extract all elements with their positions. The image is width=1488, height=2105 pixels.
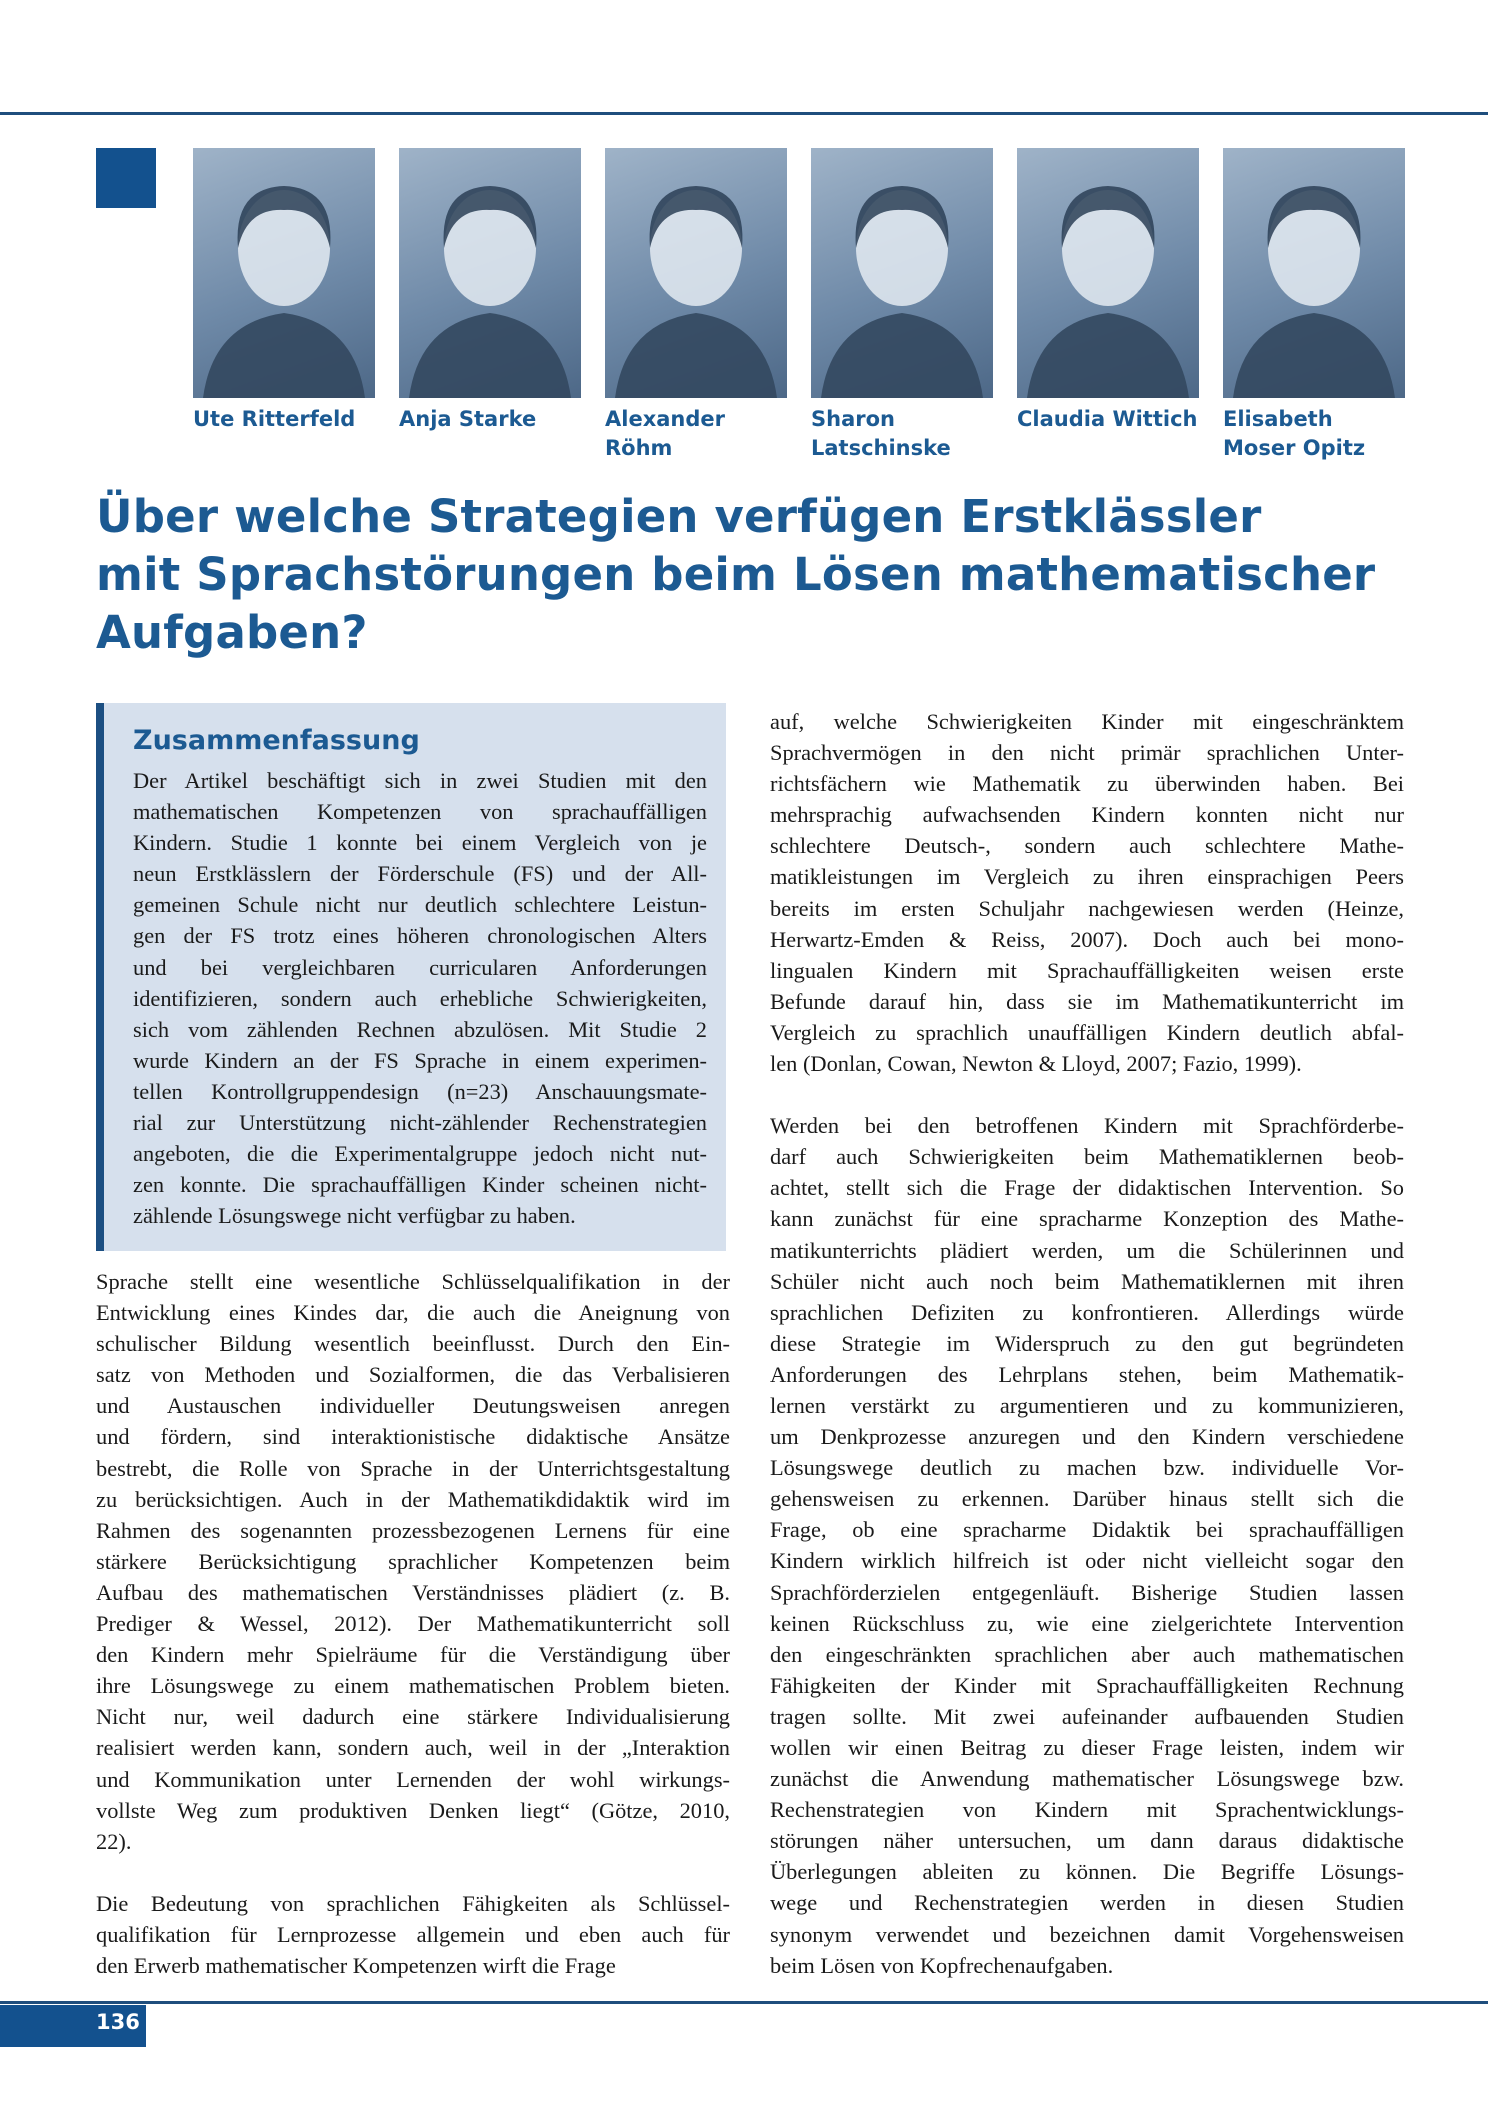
- text-line: um Denkprozesse anzuregen und den Kindern verschiedene: [770, 1424, 1404, 1450]
- text-line: Sprachförderzielen entgegenläuft. Bisherige Studien lassen: [770, 1579, 1404, 1605]
- text-line: Schüler nicht auch noch beim Mathematiklernen mit ihren: [770, 1268, 1404, 1294]
- text-line: Fähigkeiten der Kinder mit Sprachauffälligkeiten Rechnung: [770, 1672, 1404, 1698]
- text-line: qualifikation für Lernprozesse allgemein und eben auch für: [96, 1921, 730, 1947]
- author-name: [605, 405, 795, 463]
- text-line: wege und Rechenstrategien werden in diesen Studien: [770, 1890, 1404, 1916]
- text-line: und Austauschen individueller Deutungsweisen anregen: [96, 1393, 730, 1419]
- text-line: gen der FS trotz eines höheren chronologischen Alters: [133, 923, 707, 949]
- author-name-line: Claudia Wittich: [1017, 407, 1198, 431]
- text-line: Nicht nur, weil dadurch eine stärkere Individualisierung: [96, 1704, 730, 1730]
- corner-square: [96, 148, 156, 208]
- bottom-rule: [0, 2001, 1488, 2004]
- author-name: [1223, 405, 1413, 463]
- text-line: Entwicklung eines Kindes dar, die auch die Aneignung von: [96, 1300, 730, 1326]
- person-silhouette-icon: [605, 148, 787, 398]
- text-line: Sprachvermögen in den nicht primär sprachlichen Unter-: [770, 740, 1404, 766]
- text-line: rial zur Unterstützung nicht-zählender Rechenstrategien: [133, 1110, 707, 1136]
- text-line: schulischer Bildung wesentlich beeinflusst. Durch den Ein-: [96, 1331, 730, 1357]
- text-line: Herwartz-Emden & Reiss, 2007). Doch auch bei mono-: [770, 926, 1404, 952]
- text-line: richtsfächern wie Mathematik zu überwinden haben. Bei: [770, 771, 1404, 797]
- left-column: [96, 1266, 730, 1981]
- text-line: Befunde darauf hin, dass sie im Mathematikunterricht im: [770, 988, 1404, 1014]
- text-line: matikleistungen im Vergleich zu ihren einsprachigen Peers: [770, 864, 1404, 890]
- person-silhouette-icon: [1017, 148, 1199, 398]
- abstract-accent-bar: [96, 703, 104, 1251]
- text-line: darf auch Schwierigkeiten beim Mathematiklernen beob-: [770, 1144, 1404, 1170]
- page-number: 136: [96, 2010, 140, 2034]
- person-silhouette-icon: [193, 148, 375, 398]
- text-line: zählende Lösungswege nicht verfügbar zu haben.: [133, 1203, 576, 1229]
- top-rule: [0, 112, 1488, 115]
- text-line: neun Erstklässlern der Förderschule (FS) und der All-: [133, 861, 707, 887]
- author-name-line: Elisabeth: [1223, 407, 1333, 431]
- text-line: realisiert werden kann, sondern auch, weil in der „Interaktion: [96, 1735, 730, 1761]
- text-line: zu berücksichtigen. Auch in der Mathematikdidaktik wird im: [96, 1486, 730, 1512]
- text-line: zen konnte. Die sprachauffälligen Kinder scheinen nicht-: [133, 1172, 707, 1198]
- text-line: und Kommunikation unter Lernenden der wohl wirkungs-: [96, 1766, 730, 1792]
- text-line: Überlegungen ableiten zu können. Die Begriffe Lösungs-: [770, 1859, 1404, 1885]
- text-line: Vergleich zu sprachlich unauffälligen Kindern deutlich abfal-: [770, 1019, 1404, 1045]
- author-photo: [811, 148, 993, 398]
- body-paragraph: [770, 706, 1404, 1079]
- text-line: wurde Kindern an der FS Sprache in einem experimen-: [133, 1047, 707, 1073]
- author-photo: [193, 148, 375, 398]
- text-line: angeboten, die die Experimentalgruppe jedoch nicht nut-: [133, 1141, 707, 1167]
- author-photo: [1223, 148, 1405, 398]
- text-line: Lösungswege deutlich zu machen bzw. individuelle Vor-: [770, 1455, 1404, 1481]
- author-name-line: Ute Ritterfeld: [193, 407, 356, 431]
- person-silhouette-icon: [1223, 148, 1405, 398]
- text-line: gehensweisen zu erkennen. Darüber hinaus stellt sich die: [770, 1486, 1404, 1512]
- body-paragraph: [96, 1266, 730, 1857]
- text-line: bestrebt, die Rolle von Sprache in der Unterrichtsgestaltung: [96, 1455, 730, 1481]
- text-line: auf, welche Schwierigkeiten Kinder mit eingeschränktem: [770, 709, 1404, 734]
- text-line: und fördern, sind interaktionistische didaktische Ansätze: [96, 1424, 730, 1450]
- text-line: Der Artikel beschäftigt sich in zwei Studien mit den: [133, 768, 707, 793]
- text-line: den Erwerb mathematischer Kompetenzen wirft die Frage: [96, 1952, 616, 1978]
- text-line: sprachlichen Defiziten zu konfrontieren. Allerdings würde: [770, 1299, 1404, 1325]
- text-line: den eingeschränkten sprachlichen aber auch mathematischen: [770, 1641, 1404, 1667]
- text-line: wollen wir einen Beitrag zu dieser Frage leisten, indem wir: [770, 1735, 1404, 1760]
- text-line: Aufbau des mathematischen Verständnisses plädiert (z. B.: [96, 1579, 730, 1605]
- text-line: schlechtere Deutsch-, sondern auch schlechtere Mathe-: [770, 833, 1404, 859]
- author-photo: [605, 148, 787, 398]
- author-photo: [1017, 148, 1199, 398]
- text-line: identifizieren, sondern auch erhebliche Schwierigkeiten,: [133, 985, 707, 1011]
- body-paragraph: [96, 1888, 730, 1981]
- author-name-line: Moser Opitz: [1223, 436, 1366, 460]
- text-line: mehrsprachig aufwachsenden Kindern konnten nicht nur: [770, 802, 1404, 828]
- text-line: stärkere Berücksichtigung sprachlicher Kompetenzen beim: [96, 1548, 730, 1574]
- text-line: gemeinen Schule nicht nur deutlich schlechtere Leistun-: [133, 892, 707, 918]
- author-name-line: Anja Starke: [399, 407, 537, 431]
- author-name-line: Röhm: [605, 436, 673, 460]
- text-line: kann zunächst für eine spracharme Konzeption des Mathe-: [770, 1206, 1404, 1232]
- article-title: [96, 488, 1396, 662]
- text-line: matikunterrichts plädiert werden, um die Schülerinnen und: [770, 1237, 1404, 1263]
- author-name: [811, 405, 1001, 463]
- text-line: Sprache stellt eine wesentliche Schlüsselqualifikation in der: [96, 1269, 730, 1294]
- text-line: tellen Kontrollgruppendesign (n=23) Anschauungsmate-: [133, 1078, 707, 1104]
- text-line: bereits im ersten Schuljahr nachgewiesen werden (Heinze,: [770, 895, 1404, 921]
- abstract-heading: Zusammenfassung: [133, 725, 420, 756]
- text-line: mathematischen Kompetenzen von sprachauffälligen: [133, 799, 707, 825]
- author-name: [1017, 405, 1207, 434]
- text-line: beim Lösen von Kopfrechenaufgaben.: [770, 1952, 1114, 1978]
- text-line: Rechenstrategien von Kindern mit Sprachentwicklungs-: [770, 1797, 1404, 1823]
- abstract-box: [96, 703, 726, 1251]
- text-line: Werden bei den betroffenen Kindern mit Sprachförderbe-: [770, 1113, 1404, 1139]
- author-photo: [399, 148, 581, 398]
- text-line: lingualen Kindern mit Sprachauffälligkeiten weisen erste: [770, 957, 1404, 983]
- text-line: Anforderungen des Lehrplans stehen, beim Mathematik-: [770, 1361, 1404, 1387]
- author-name-line: Alexander: [605, 407, 725, 431]
- title-line: Über welche Strategien verfügen Erstklässler: [96, 490, 1262, 543]
- title-line: mit Sprachstörungen beim Lösen mathematischer: [96, 548, 1376, 601]
- author-name-line: Latschinske: [811, 436, 951, 460]
- text-line: vollste Weg zum produktiven Denken liegt“ (Götze, 2010,: [96, 1797, 730, 1823]
- text-line: sich vom zählenden Rechnen abzulösen. Mit Studie 2: [133, 1016, 707, 1042]
- text-line: zunächst die Anwendung mathematischer Lösungswege bzw.: [770, 1766, 1404, 1792]
- text-line: Die Bedeutung von sprachlichen Fähigkeiten als Schlüssel-: [96, 1890, 730, 1916]
- text-line: Rahmen des sogenannten prozessbezogenen Lernens für eine: [96, 1517, 730, 1543]
- text-line: diese Strategie im Widerspruch zu den gut begründeten: [770, 1330, 1404, 1356]
- text-line: lernen verstärkt zu argumentieren und zu kommunizieren,: [770, 1392, 1404, 1418]
- person-silhouette-icon: [399, 148, 581, 398]
- body-paragraph: [770, 1110, 1404, 1981]
- title-line: Aufgaben?: [96, 606, 368, 659]
- author-name: [193, 405, 383, 434]
- text-line: Kindern wirklich hilfreich ist oder nicht vielleicht sogar den: [770, 1548, 1404, 1574]
- text-line: den Kindern mehr Spielräume für die Verständigung über: [96, 1642, 730, 1668]
- text-line: ihre Lösungswege zu einem mathematischen Problem bieten.: [96, 1673, 730, 1699]
- text-line: und bei vergleichbaren curricularen Anforderungen: [133, 954, 707, 980]
- person-silhouette-icon: [811, 148, 993, 398]
- text-line: synonym verwendet und bezeichnen damit Vorgehensweisen: [770, 1921, 1404, 1947]
- text-line: 22).: [96, 1828, 132, 1854]
- text-line: achtet, stellt sich die Frage der didaktischen Intervention. So: [770, 1175, 1404, 1201]
- text-line: tragen sollte. Mit zwei aufeinander aufbauenden Studien: [770, 1703, 1404, 1729]
- text-line: satz von Methoden und Sozialformen, die das Verbalisieren: [96, 1362, 730, 1388]
- text-line: keinen Rückschluss zu, wie eine zielgerichtete Intervention: [770, 1610, 1404, 1636]
- right-column: [770, 706, 1404, 1981]
- text-line: Kindern. Studie 1 konnte bei einem Vergleich von je: [133, 830, 707, 856]
- text-line: störungen näher untersuchen, um dann daraus didaktische: [770, 1828, 1404, 1854]
- text-line: len (Donlan, Cowan, Newton & Lloyd, 2007; Fazio, 1999).: [770, 1051, 1302, 1077]
- abstract-text: [133, 765, 707, 1231]
- author-name-line: Sharon: [811, 407, 895, 431]
- author-name: [399, 405, 589, 434]
- text-line: Frage, ob eine spracharme Didaktik bei sprachauffälligen: [770, 1517, 1404, 1543]
- text-line: Prediger & Wessel, 2012). Der Mathematikunterricht soll: [96, 1611, 730, 1637]
